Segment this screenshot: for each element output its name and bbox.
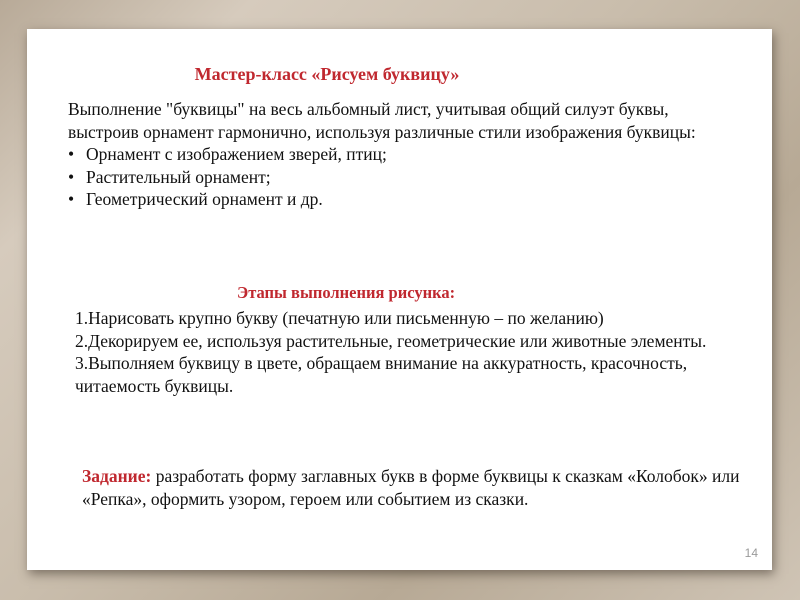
task-text: разработать форму заглавных букв в форме буквицы к сказкам «Колобок» или «Репка», оформить узором, героем или событием из сказки.: [82, 466, 740, 509]
style-bullet-list: [68, 143, 728, 211]
slide-title: Мастер-класс «Рисуем буквицу»: [194, 64, 460, 84]
list-item: [68, 188, 728, 211]
bullet-text: Растительный орнамент;: [86, 166, 271, 187]
page-number: 14: [744, 546, 758, 560]
list-item: [68, 166, 728, 189]
bullet-marker: •: [68, 166, 75, 187]
slide: [27, 29, 772, 570]
task-block: [82, 465, 752, 511]
list-item: 2.Декорируем ее, используя растительные, геометрические или животные элементы.: [75, 330, 707, 351]
list-item: [68, 143, 728, 166]
bullet-marker: •: [68, 144, 75, 164]
bullet-marker: •: [68, 189, 75, 209]
bullet-text: Орнамент с изображением зверей, птиц;: [86, 144, 387, 164]
list-item: 3.Выполняем буквицу в цвете, обращаем внимание на аккуратность, красочность, читаемость буквицы.: [75, 353, 688, 396]
task-label: Задание:: [82, 466, 152, 486]
stages-list: [75, 307, 735, 397]
intro-text: Выполнение "буквицы" на весь альбомный лист, учитывая общий силуэт буквы, выстроив орнамент гармонично, используя различные стили изображения буквицы:: [68, 99, 696, 142]
intro-block: [68, 98, 728, 211]
bullet-text: Геометрический орнамент и др.: [86, 189, 323, 209]
list-item: 1.Нарисовать крупно букву (печатную или письменную – по желанию): [75, 308, 604, 328]
stages-heading: Этапы выполнения рисунка:: [237, 283, 456, 302]
